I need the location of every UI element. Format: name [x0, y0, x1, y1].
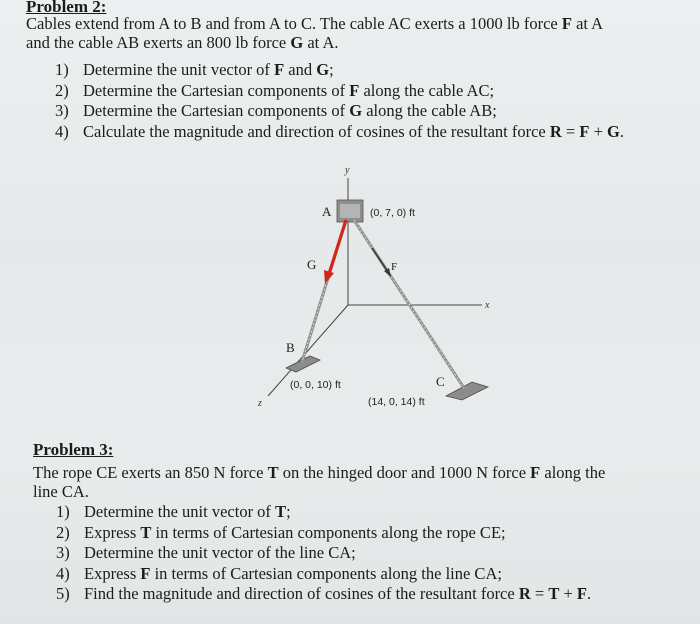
problem-2-intro-line-1: Cables extend from A to B and from A to C. The cable AC exerts a 1000 lb force F at A — [26, 14, 604, 33]
problem-3-task-4: 4) Express F in terms of Cartesian components along the line CA; — [56, 563, 502, 583]
problem-2-intro — [26, 14, 603, 52]
ground-plate-c — [446, 382, 488, 400]
problem-3-task-3: 3) Determine the unit vector of the line CA; — [56, 543, 356, 562]
coord-a-label: (0, 7, 0) ft — [370, 207, 415, 219]
coord-b-label: (0, 0, 10) ft — [290, 379, 341, 391]
z-axis-label: z — [258, 398, 262, 409]
problem-3-intro-line-2: line CA. — [33, 482, 89, 501]
problem-2-task-3: 3) Determine the Cartesian components of G along the cable AB; — [55, 101, 497, 120]
problem-3-task-list — [56, 502, 591, 605]
coord-c-label: (14, 0, 14) ft — [368, 396, 425, 408]
force-g-arrowhead — [324, 270, 334, 284]
problem-3-task-5: 5) Find the magnitude and direction of cosines of the resultant force R = T + F. — [56, 584, 592, 603]
force-g-label: G — [307, 257, 317, 272]
force-f-arrow — [372, 248, 388, 272]
problem-3-task-2: 2) Express T in terms of Cartesian components along the rope CE; — [56, 522, 506, 542]
problem-2-heading: Problem 2: — [26, 0, 107, 16]
problem-2-task-list — [55, 60, 624, 142]
point-a-label: A — [322, 204, 332, 219]
problem-2-task-4: 4) Calculate the magnitude and direction of cosines of the resultant force R = F + G. — [55, 121, 624, 141]
problem-2-task-2: 2) Determine the Cartesian components of F along the cable AC; — [55, 80, 495, 100]
x-axis-label: x — [485, 300, 490, 311]
point-b-label: B — [286, 340, 295, 355]
problem-2-task-1: 1) Determine the unit vector of F and G; — [55, 60, 334, 79]
problem-3-heading: Problem 3: — [33, 440, 114, 459]
force-f-label: F — [391, 261, 398, 273]
point-c-label: C — [436, 374, 445, 389]
problem-2-intro-line-2: and the cable AB exerts an 800 lb force G at A. — [26, 33, 339, 52]
support-block-a-face — [340, 204, 360, 218]
force-g-arrow — [329, 220, 346, 274]
problem-3-intro-line-1: The rope CE exerts an 850 N force T on the hinged door and 1000 N force F along the — [33, 463, 606, 482]
y-axis-label: y — [345, 165, 350, 176]
problem-3-task-1: 1) Determine the unit vector of T; — [56, 502, 291, 521]
cable-figure — [250, 160, 510, 420]
problem-3-intro — [33, 463, 605, 501]
